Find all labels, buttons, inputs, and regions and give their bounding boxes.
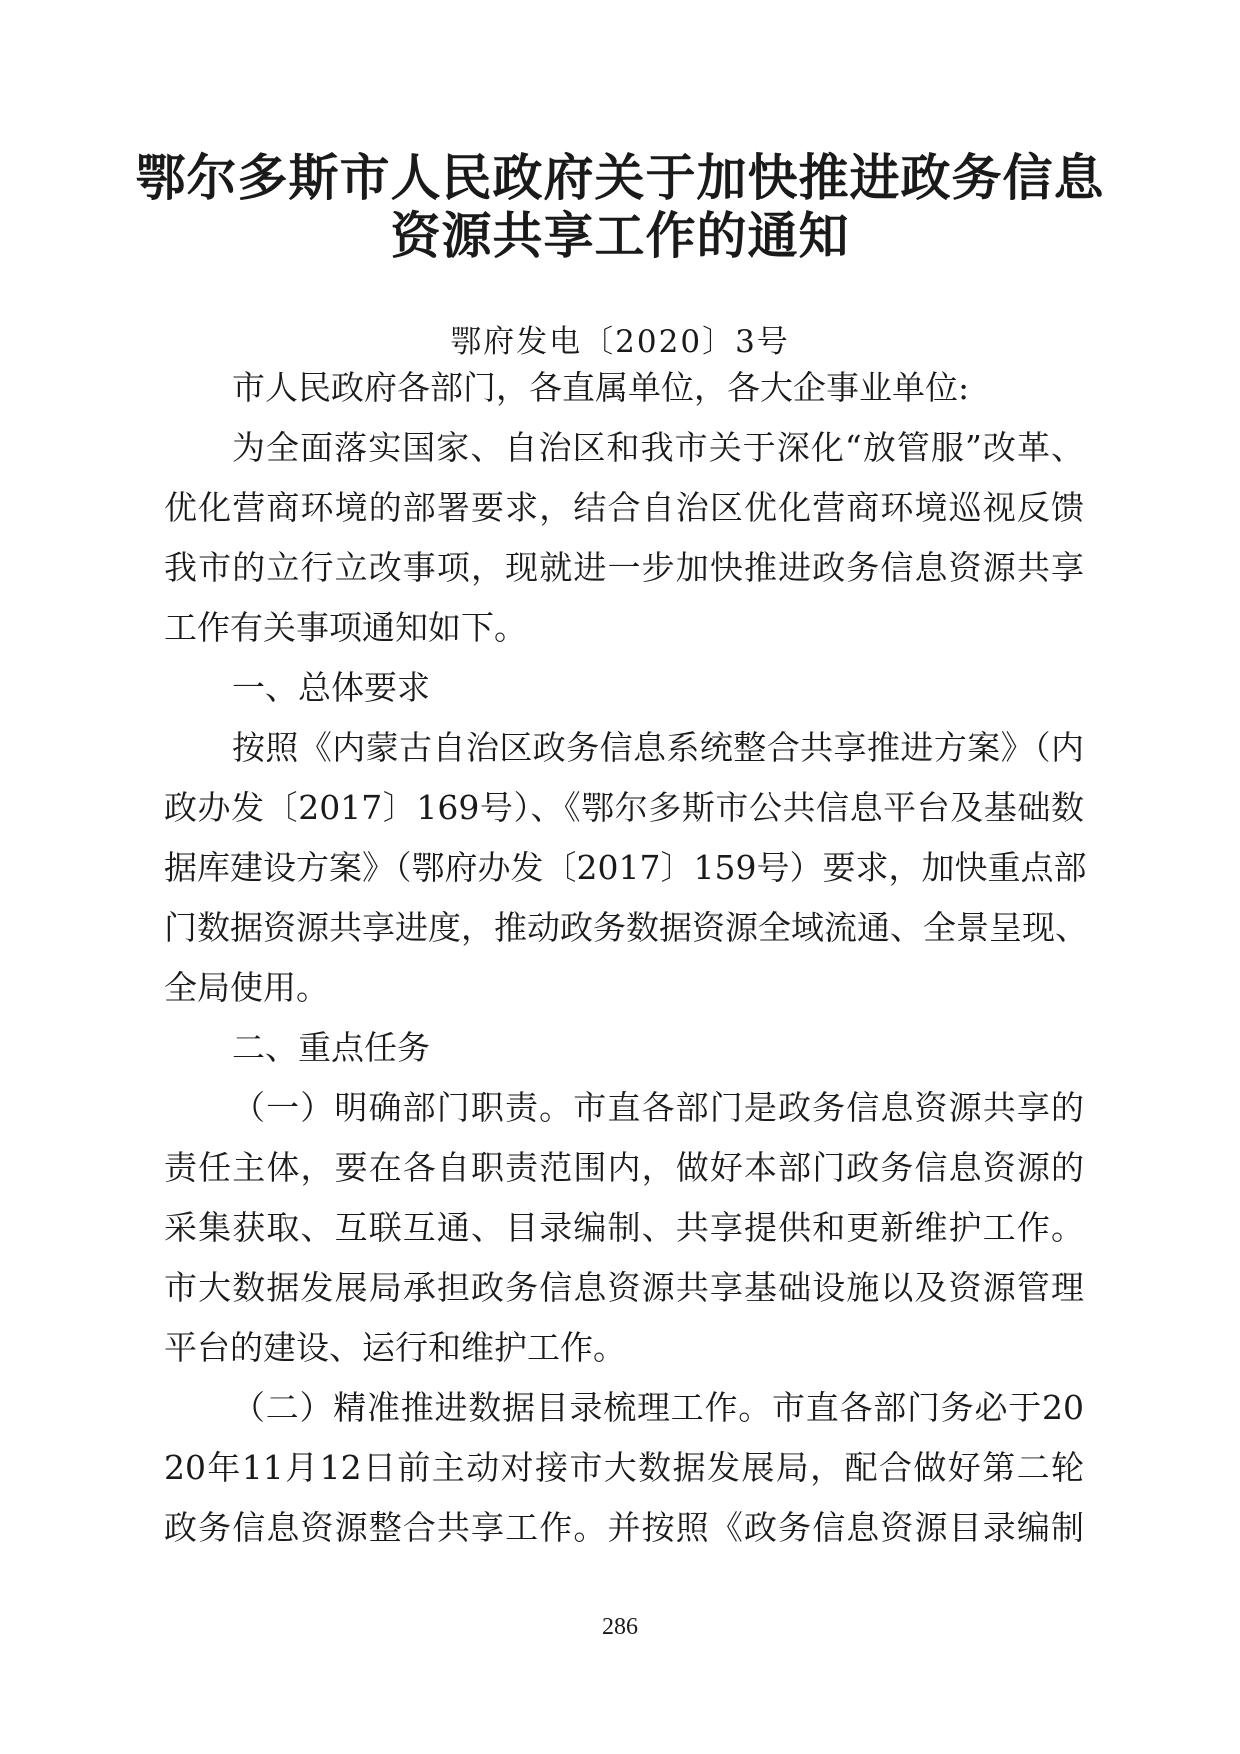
document-number: 鄂府发电〔2020〕3号	[450, 324, 790, 360]
page-number: 286	[602, 1614, 638, 1640]
section1-line-1: 按照《内蒙古自治区政务信息系统整合共享推进方案》（内	[232, 728, 1084, 767]
section2-heading: 二、重点任务	[232, 1028, 430, 1067]
title-line-2: 资源共享工作的通知	[390, 206, 850, 265]
intro-line-2: 优化营商环境的部署要求，结合自治区优化营商环境巡视反馈	[164, 488, 1084, 527]
addressee: 市人民政府各部门，各直属单位，各大企事业单位:	[232, 368, 970, 407]
item2-line-2: 20年11月12日前主动对接市大数据发展局，配合做好第二轮	[164, 1448, 1084, 1487]
item2-line-3: 政务信息资源整合共享工作。并按照《政务信息资源目录编制	[164, 1508, 1084, 1547]
item1-line-4: 市大数据发展局承担政务信息资源共享基础设施以及资源管理	[164, 1268, 1084, 1307]
item1-line-2: 责任主体，要在各自职责范围内，做好本部门政务信息资源的	[164, 1148, 1084, 1187]
intro-line-3: 我市的立行立改事项，现就进一步加快推进政务信息资源共享	[164, 548, 1084, 587]
item1-line-5: 平台的建设、运行和维护工作。	[164, 1328, 626, 1367]
section1-line-5: 全局使用。	[164, 968, 329, 1007]
section1-line-2: 政办发〔2017〕169号）、《鄂尔多斯市公共信息平台及基础数	[164, 788, 1084, 827]
item1-line-3: 采集获取、互联互通、目录编制、共享提供和更新维护工作。	[164, 1208, 1084, 1247]
item1-line-1: （一）明确部门职责。市直各部门是政务信息资源共享的	[232, 1088, 1084, 1127]
intro-line-4: 工作有关事项通知如下。	[164, 608, 527, 647]
section1-line-3: 据库建设方案》（鄂府办发〔2017〕159号）要求，加快重点部	[164, 848, 1087, 887]
section1-heading: 一、总体要求	[232, 668, 430, 707]
title-line-1: 鄂尔多斯市人民政府关于加快推进政务信息	[135, 148, 1105, 207]
section1-line-4: 门数据资源共享进度，推动政务数据资源全域流通、全景呈现、	[164, 908, 1088, 947]
item2-line-1: （二）精准推进数据目录梳理工作。市直各部门务必于20	[232, 1388, 1084, 1427]
intro-line-1: 为全面落实国家、自治区和我市关于深化“放管服”改革、	[232, 428, 1084, 467]
